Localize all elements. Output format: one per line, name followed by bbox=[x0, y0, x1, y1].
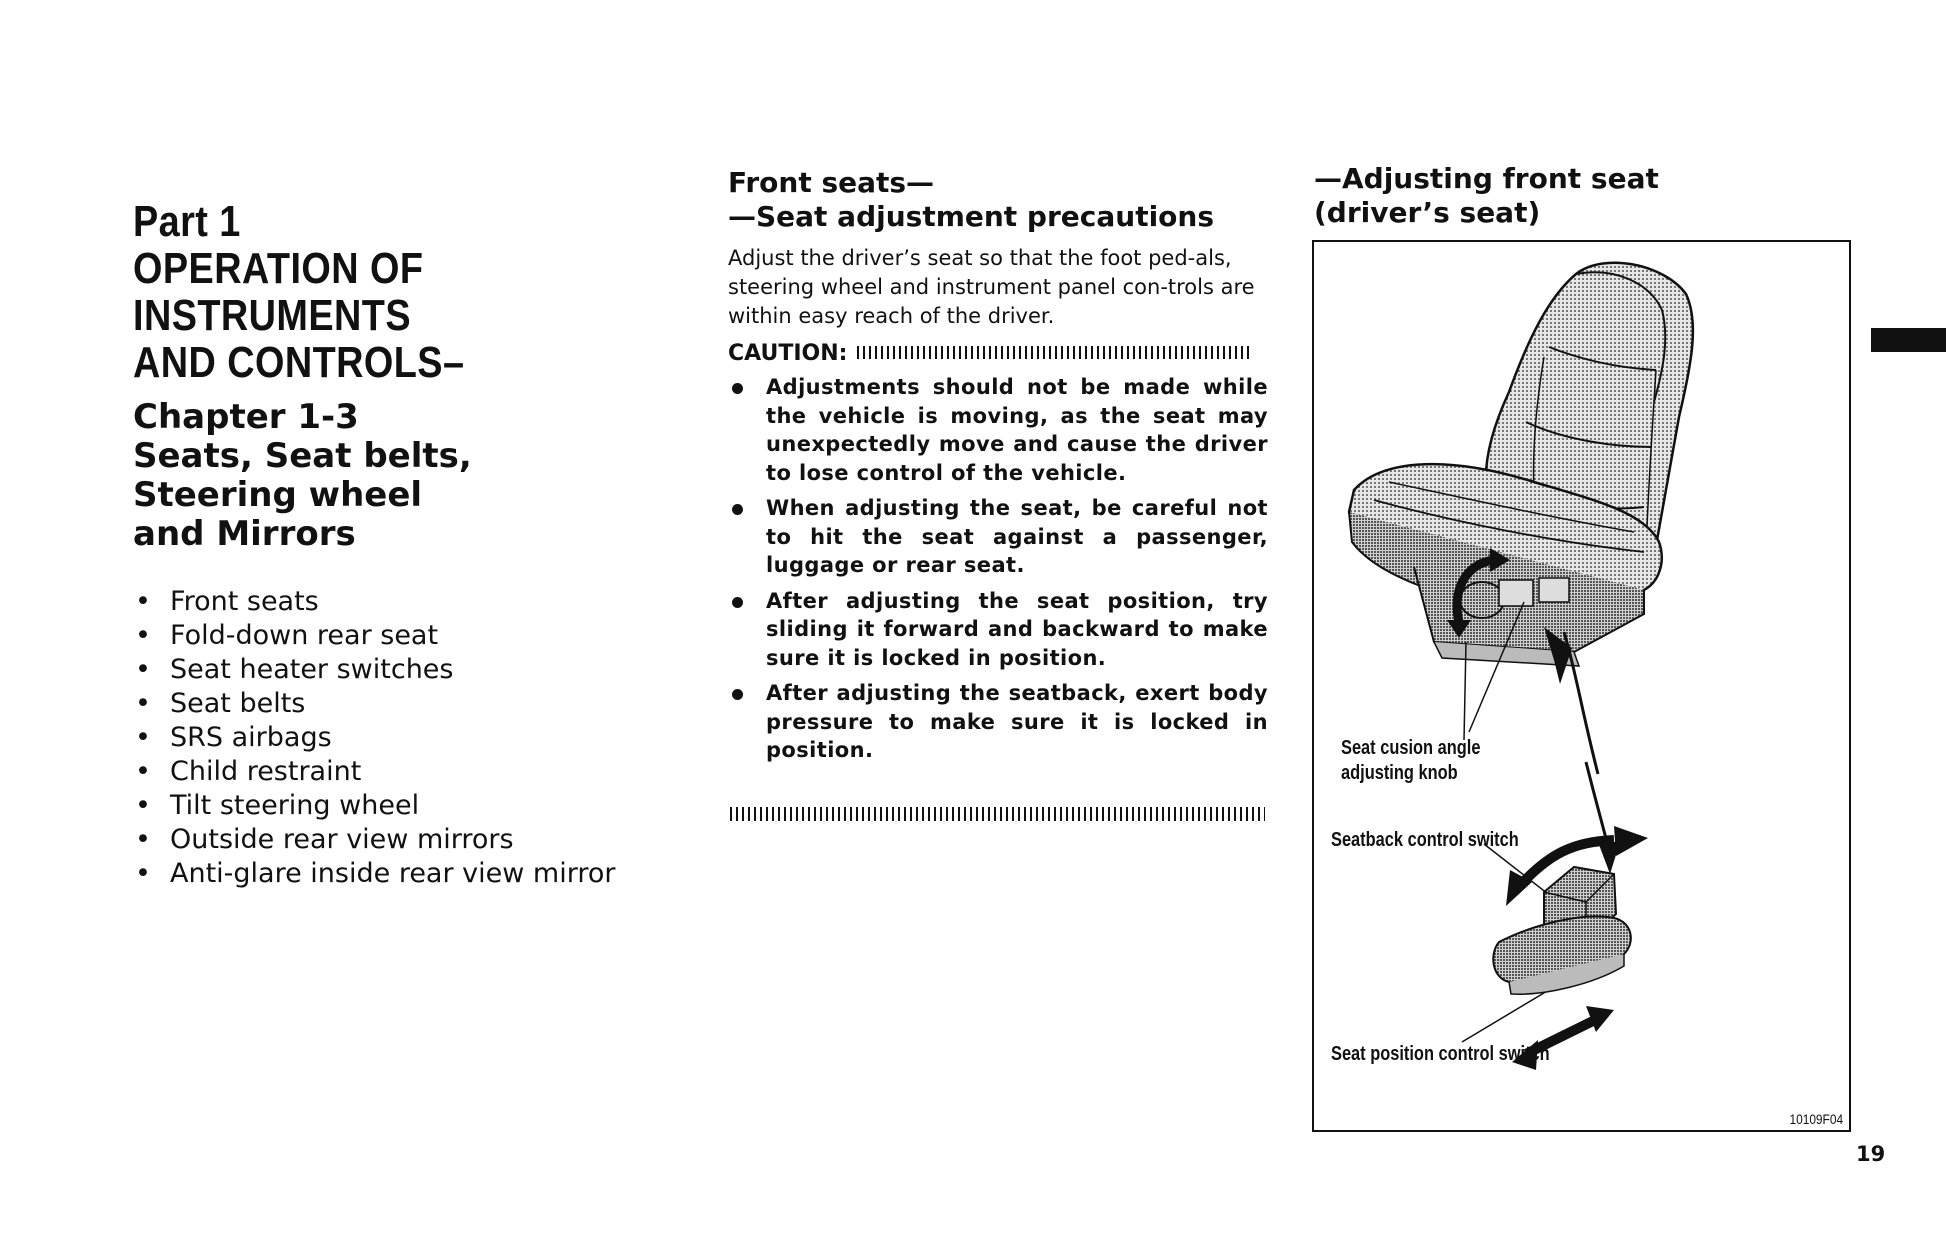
caution-label: CAUTION: bbox=[728, 341, 848, 366]
part-title bbox=[133, 198, 597, 386]
caution-hatch-rule bbox=[857, 346, 1252, 359]
chapter-title-line: and Mirrors bbox=[133, 514, 356, 554]
page-number: 19 bbox=[1856, 1142, 1886, 1166]
contents-item: • Front seats bbox=[133, 585, 615, 619]
seatback-switch-label: Seatback control switch bbox=[1331, 829, 1519, 851]
cushion-knob-label-line: adjusting knob bbox=[1341, 762, 1458, 784]
section-heading bbox=[728, 166, 1288, 234]
cushion-knob-label-line: Seat cusion angle bbox=[1341, 737, 1481, 759]
contents-item: • Anti-glare inside rear view mirror bbox=[133, 857, 615, 891]
figure-heading-line: (driver’s seat) bbox=[1314, 196, 1541, 229]
caution-item: Adjustments should not be made while the vehicle is moving, as the seat may unexpectedly move and cause the driver to lose control of the vehicle. bbox=[728, 373, 1268, 487]
chapter-title-line: Seats, Seat belts, bbox=[133, 436, 472, 476]
chapter-title-line: Steering wheel bbox=[133, 475, 423, 515]
section-tab-marker bbox=[1871, 328, 1946, 352]
contents-item: • Seat belts bbox=[133, 687, 615, 721]
position-switch-label: Seat position control switch bbox=[1331, 1043, 1550, 1065]
seat-figure bbox=[1312, 240, 1851, 1132]
caution-item: After adjusting the seat position, try sliding it forward and backward to make sure it is locked in position. bbox=[728, 587, 1268, 673]
part-title-line: OPERATION OF bbox=[133, 244, 424, 293]
contents-item: • Fold-down rear seat bbox=[133, 619, 615, 653]
caution-item: After adjusting the seatback, exert body pressure to make sure it is locked in position. bbox=[728, 679, 1268, 765]
section-heading-line: —Seat adjustment precautions bbox=[728, 200, 1215, 233]
chapter-contents-list bbox=[133, 585, 615, 891]
contents-item: • Child restraint bbox=[133, 755, 615, 789]
chapter-title-line: Chapter 1-3 bbox=[133, 397, 359, 437]
caution-item: When adjusting the seat, be careful not to hit the seat against a passenger, luggage or rear seat. bbox=[728, 494, 1268, 580]
cushion-knob-label bbox=[1341, 736, 1480, 786]
contents-item: • Tilt steering wheel bbox=[133, 789, 615, 823]
figure-code: 10109F04 bbox=[1789, 1111, 1843, 1127]
contents-item: • Outside rear view mirrors bbox=[133, 823, 615, 857]
section-heading-line: Front seats— bbox=[728, 166, 935, 199]
intro-paragraph: Adjust the driver’s seat so that the foot ped-als, steering wheel and instrument panel con-trols are within easy reach of the driver. bbox=[728, 246, 1255, 328]
seat-illustration bbox=[1314, 242, 1849, 1130]
caution-end-hatch-rule bbox=[730, 807, 1265, 821]
caution-list bbox=[728, 373, 1268, 772]
contents-item: • Seat heater switches bbox=[133, 653, 615, 687]
part-title-line: INSTRUMENTS bbox=[133, 291, 412, 340]
figure-heading-line: —Adjusting front seat bbox=[1314, 162, 1659, 195]
chapter-title bbox=[133, 398, 653, 554]
part-title-line: Part 1 bbox=[133, 197, 241, 246]
figure-heading bbox=[1314, 162, 1834, 230]
contents-item: • SRS airbags bbox=[133, 721, 615, 755]
part-title-line: AND CONTROLS– bbox=[133, 338, 465, 387]
caution-header bbox=[728, 338, 1268, 370]
